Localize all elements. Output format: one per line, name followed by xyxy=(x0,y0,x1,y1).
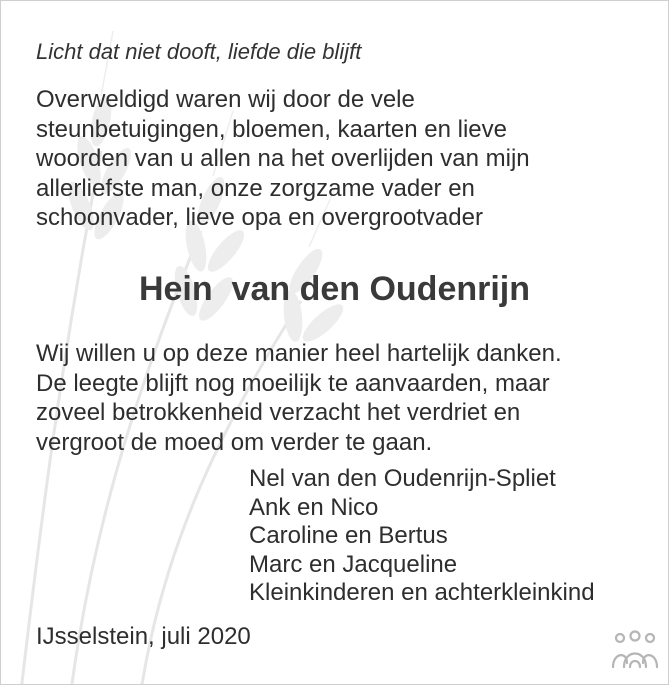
deceased-name: Hein van den Oudenrijn xyxy=(138,270,531,308)
intro-paragraph xyxy=(36,85,530,233)
signer: Marc en Jacqueline xyxy=(249,550,458,578)
signer: Kleinkinderen en achterkleinkind xyxy=(249,579,595,606)
intro-line: woorden van u allen na het overlijden van mijn xyxy=(36,145,530,172)
motto: Licht dat niet dooft, liefde die blijft xyxy=(36,39,362,64)
signer: Nel van den Oudenrijn-Spliet xyxy=(249,465,556,492)
intro-line: steunbetuigingen, bloemen, kaarten en lieve xyxy=(36,115,507,143)
announcement-content xyxy=(1,1,668,684)
thanks-line: vergroot de moed om verder te gaan. xyxy=(36,428,433,456)
place-date: IJsselstein, juli 2020 xyxy=(36,623,251,650)
thanks-line: zoveel betrokkenheid verzacht het verdriet en xyxy=(36,399,521,426)
intro-line: Overweldigd waren wij door de vele xyxy=(36,86,415,113)
thanks-line: De leegte blijft nog moeilijk te aanvaarden, maar xyxy=(36,369,550,397)
signer: Ank en Nico xyxy=(249,493,379,521)
family-people-icon xyxy=(610,629,660,671)
intro-line: allerliefste man, onze zorgzame vader en xyxy=(36,174,475,202)
thanks-paragraph xyxy=(36,339,562,457)
thanks-line: Wij willen u op deze manier heel hartelijk danken. xyxy=(36,340,562,367)
signer: Caroline en Bertus xyxy=(249,522,448,549)
intro-line: schoonvader, lieve opa en overgrootvader xyxy=(36,204,483,231)
signers-list xyxy=(249,465,595,608)
